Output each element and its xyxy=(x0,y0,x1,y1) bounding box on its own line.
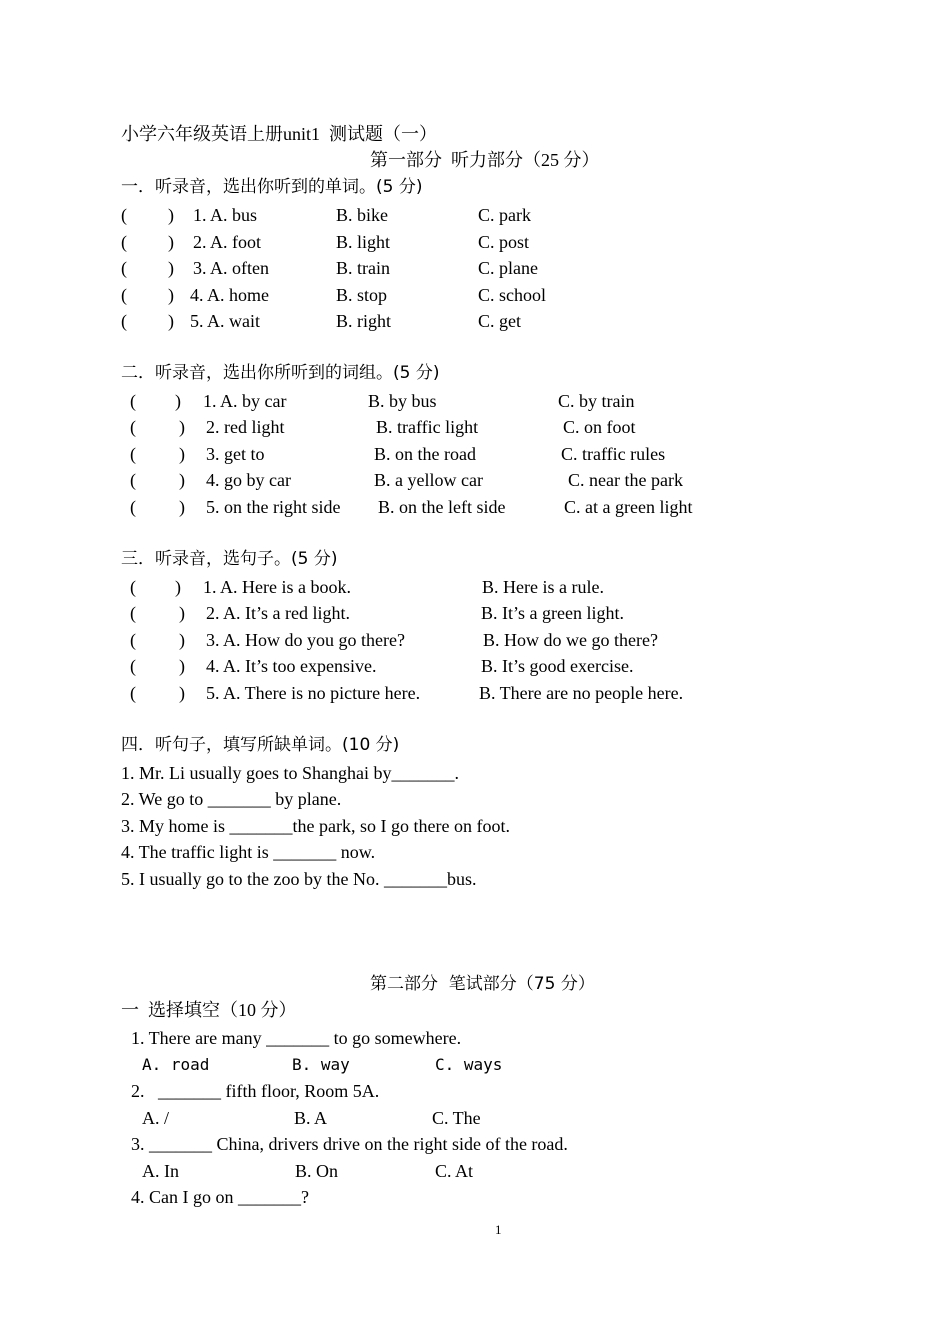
option-b: B. It’s a green light. xyxy=(481,603,624,623)
answer-paren-open: ( xyxy=(130,497,136,517)
option-c: C. traffic rules xyxy=(561,444,666,464)
answer-paren-close: ) xyxy=(179,683,185,703)
option-a: 4. A. home xyxy=(190,285,269,305)
page-number: 1 xyxy=(495,1222,502,1237)
option-a: A. In xyxy=(142,1161,179,1181)
option-a: 5. on the right side xyxy=(206,497,341,517)
option-a: 4. go by car xyxy=(206,470,291,490)
option-c: C. The xyxy=(432,1108,481,1128)
answer-paren-open: ( xyxy=(121,285,127,305)
option-a: 2. A. It’s a red light. xyxy=(206,603,350,623)
option-c: C. at a green light xyxy=(564,497,693,517)
option-b: B. on the left side xyxy=(378,497,506,517)
option-b: B. bike xyxy=(336,205,388,225)
option-c: C. on foot xyxy=(563,417,636,437)
option-c: C. plane xyxy=(478,258,538,278)
answer-paren-open: ( xyxy=(130,630,136,650)
option-c: C. At xyxy=(435,1161,474,1181)
fill-blank-item: 3. My home is _______the park, so I go there on foot. xyxy=(121,816,510,836)
answer-paren-open: ( xyxy=(130,470,136,490)
option-b: B. way xyxy=(292,1055,350,1074)
option-a: 1. A. Here is a book. xyxy=(203,577,351,597)
option-a: 3. A. How do you go there? xyxy=(206,630,405,650)
answer-paren-open: ( xyxy=(130,683,136,703)
option-a: 3. get to xyxy=(206,444,265,464)
fill-blank-item: 2. We go to _______ by plane. xyxy=(121,789,342,809)
option-b: B. A xyxy=(294,1108,328,1128)
option-b: B. train xyxy=(336,258,390,278)
answer-paren-close: ) xyxy=(179,630,185,650)
option-c: C. ways xyxy=(435,1055,503,1074)
answer-paren-close: ) xyxy=(179,470,185,490)
option-a: 5. A. wait xyxy=(190,311,260,331)
question-text: 3. _______ China, drivers drive on the right side of the road. xyxy=(131,1134,568,1154)
answer-paren-close: ) xyxy=(175,391,181,411)
answer-paren-open: ( xyxy=(130,417,136,437)
option-a: 3. A. often xyxy=(193,258,269,278)
question-text: 1. There are many _______ to go somewhere. xyxy=(131,1028,462,1048)
answer-paren-open: ( xyxy=(121,205,127,225)
worksheet-title: 小学六年级英语上册unit1 测试题（一） xyxy=(121,124,438,144)
option-c: C. get xyxy=(478,311,521,331)
answer-paren-close: ) xyxy=(179,444,185,464)
option-b: B. How do we go there? xyxy=(483,630,658,650)
answer-paren-close: ) xyxy=(175,577,181,597)
section4-heading: 四．听句子，填写所缺单词。(10 分) xyxy=(121,735,400,755)
option-a: 2. A. foot xyxy=(193,232,262,252)
option-b: B. on the road xyxy=(374,444,476,464)
question-text: 4. Can I go on _______? xyxy=(131,1187,309,1207)
option-b: B. right xyxy=(336,311,392,331)
section2-heading: 二．听录音，选出你所听到的词组。(5 分) xyxy=(121,363,440,383)
answer-paren-open: ( xyxy=(121,232,127,252)
answer-paren-close: ) xyxy=(168,285,174,305)
answer-paren-open: ( xyxy=(130,603,136,623)
option-b: B. stop xyxy=(336,285,388,305)
answer-paren-close: ) xyxy=(168,232,174,252)
option-b: B. a yellow car xyxy=(374,470,483,490)
answer-paren-open: ( xyxy=(130,577,136,597)
option-c: C. school xyxy=(478,285,547,305)
option-b: B. There are no people here. xyxy=(479,683,684,703)
fill-blank-item: 4. The traffic light is _______ now. xyxy=(121,842,376,862)
option-b: B. by bus xyxy=(368,391,437,411)
answer-paren-open: ( xyxy=(121,311,127,331)
section1-heading: 一．听录音，选出你听到的单词。(5 分) xyxy=(121,177,423,197)
answer-paren-close: ) xyxy=(168,258,174,278)
option-a: 4. A. It’s too expensive. xyxy=(206,656,377,676)
option-a: 2. red light xyxy=(206,417,285,437)
fill-blank-item: 1. Mr. Li usually goes to Shanghai by_______. xyxy=(121,763,459,783)
option-a: 1. A. bus xyxy=(193,205,258,225)
answer-paren-close: ) xyxy=(179,603,185,623)
answer-paren-close: ) xyxy=(179,656,185,676)
part1-heading: 第一部分 听力部分（25 分） xyxy=(370,150,600,170)
answer-paren-close: ) xyxy=(168,311,174,331)
option-b: B. On xyxy=(295,1161,339,1181)
option-c: C. park xyxy=(478,205,531,225)
answer-paren-open: ( xyxy=(130,656,136,676)
part2-subheading: 一 选择填空（10 分） xyxy=(121,1000,297,1020)
option-c: C. near the park xyxy=(568,470,683,490)
answer-paren-close: ) xyxy=(168,205,174,225)
option-c: C. by train xyxy=(558,391,635,411)
part2-heading: 第二部分 笔试部分（75 分） xyxy=(370,974,595,994)
answer-paren-open: ( xyxy=(121,258,127,278)
fill-blank-item: 5. I usually go to the zoo by the No. _______bus. xyxy=(121,869,477,889)
option-c: C. post xyxy=(478,232,530,252)
option-a: 5. A. There is no picture here. xyxy=(206,683,421,703)
answer-paren-close: ) xyxy=(179,497,185,517)
option-b: B. Here is a rule. xyxy=(482,577,604,597)
option-b: B. traffic light xyxy=(376,417,479,437)
answer-paren-close: ) xyxy=(179,417,185,437)
option-a: A. / xyxy=(142,1108,169,1128)
section3-heading: 三．听录音，选句子。(5 分) xyxy=(121,549,338,569)
option-a: 1. A. by car xyxy=(203,391,287,411)
option-b: B. light xyxy=(336,232,391,252)
answer-paren-open: ( xyxy=(130,444,136,464)
answer-paren-open: ( xyxy=(130,391,136,411)
option-b: B. It’s good exercise. xyxy=(481,656,634,676)
question-text: 2. _______ fifth floor, Room 5A. xyxy=(131,1081,380,1101)
option-a: A. road xyxy=(142,1055,210,1074)
